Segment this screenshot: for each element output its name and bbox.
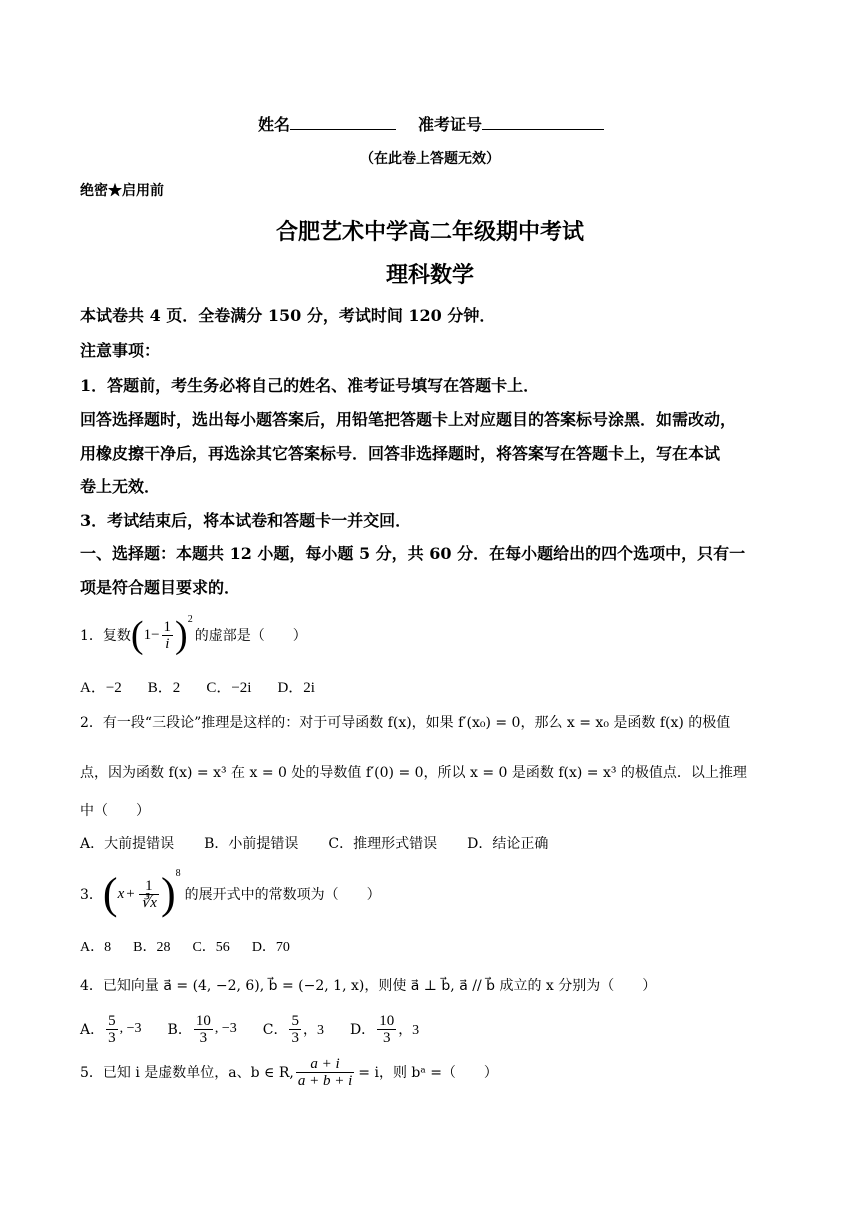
note-1: 1．答题前，考生务必将自己的姓名、准考证号填写在答题卡上． bbox=[80, 376, 540, 395]
q3-option-c: C．56 bbox=[192, 940, 230, 955]
q3-exponent: 8 bbox=[175, 868, 181, 879]
note-2-line-1: 回答选择题时，选出每小题答案后，用铅笔把答题卡上对应题目的答案标号涂黑．如需改动， bbox=[80, 410, 737, 429]
q2-option-b: B．小前提错误 bbox=[204, 836, 299, 852]
q4-option-d bbox=[350, 1013, 419, 1046]
q3-frac-den: ∛x bbox=[140, 894, 157, 911]
q4-option-a-den: 3 bbox=[108, 1029, 116, 1046]
q2-option-c: C．推理形式错误 bbox=[328, 836, 438, 852]
q3-open-paren: ( bbox=[102, 869, 118, 918]
q4-option-d-label: D． bbox=[349, 1022, 376, 1038]
candidate-info-line bbox=[258, 112, 604, 135]
q2-options bbox=[80, 833, 548, 853]
q1-fraction bbox=[162, 619, 174, 652]
q3-plus: + bbox=[126, 885, 135, 902]
q4-option-b bbox=[168, 1013, 237, 1046]
note-2-line-3: 卷上无效． bbox=[80, 477, 161, 496]
q4-option-a-num: 5 bbox=[108, 1012, 116, 1029]
q4-option-b-rest: , −3 bbox=[214, 1021, 237, 1036]
q1-option-a: A．−2 bbox=[80, 680, 122, 696]
question-1 bbox=[80, 612, 307, 658]
q4-option-c-fraction bbox=[289, 1013, 301, 1046]
q4-option-c-label: C． bbox=[262, 1022, 288, 1038]
q4-option-b-label: B． bbox=[167, 1022, 192, 1038]
q1-option-b: B．2 bbox=[147, 680, 181, 696]
exam-id-label: 准考证号 bbox=[418, 115, 483, 134]
q5-frac-num: a + i bbox=[296, 1056, 354, 1073]
section-heading-line-1: 一、选择题：本题共 12 小题，每小题 5 分，共 60 分．在每小题给出的四个选项中，只有一 bbox=[80, 544, 746, 563]
q1-exponent: 2 bbox=[187, 614, 193, 625]
q4-option-d-fraction bbox=[377, 1013, 396, 1046]
section-heading-line-2: 项是符合题目要求的． bbox=[80, 578, 241, 597]
q4-stem: 4．已知向量 a⃗ = (4, −2, 6), b⃗ = (−2, 1, x)，则使 a⃗ ⊥ b⃗, a⃗ // b⃗ 成立的 x 分别为（ ） bbox=[80, 978, 657, 994]
q4-option-c-num: 5 bbox=[291, 1012, 299, 1029]
q1-frac-num: 1 bbox=[163, 618, 172, 635]
exam-id-blank bbox=[482, 115, 604, 130]
q3-option-d: D．70 bbox=[251, 940, 290, 955]
q5-prefix: 5．已知 i 是虚数单位，a、b ∈ R, bbox=[80, 1065, 294, 1081]
invalid-note: （在此卷上答题无效） bbox=[360, 151, 500, 167]
question-3 bbox=[80, 868, 381, 920]
q4-option-a-rest: , −3 bbox=[119, 1021, 142, 1036]
question-5 bbox=[80, 1050, 498, 1094]
q4-option-b-den: 3 bbox=[199, 1029, 208, 1046]
q3-option-b: B．28 bbox=[133, 940, 171, 955]
q1-options bbox=[80, 676, 315, 697]
q3-prefix: 3． bbox=[80, 887, 103, 903]
q1-suffix: 的虚部是（ ） bbox=[194, 628, 307, 644]
q5-fraction bbox=[296, 1056, 354, 1089]
q1-close-paren: ) bbox=[175, 614, 188, 656]
q2-line-3: 中（ ） bbox=[80, 803, 150, 819]
exam-subject: 理科数学 bbox=[385, 262, 474, 288]
q4-option-c-den: 3 bbox=[291, 1029, 299, 1046]
q4-option-d-den: 3 bbox=[382, 1029, 391, 1046]
q1-open-paren: ( bbox=[130, 614, 144, 656]
q4-option-a bbox=[80, 1013, 142, 1046]
intro-line: 本试卷共 4 页．全卷满分 150 分，考试时间 120 分钟． bbox=[80, 306, 496, 325]
q3-suffix: 的展开式中的常数项为（ ） bbox=[184, 887, 381, 903]
q1-frac-den: i bbox=[165, 635, 170, 652]
exam-title: 合肥艺术中学高二年级期中考试 bbox=[275, 219, 584, 245]
q4-option-a-fraction bbox=[106, 1013, 118, 1046]
q3-options bbox=[80, 936, 290, 956]
q4-option-b-num: 10 bbox=[195, 1012, 211, 1029]
q4-options bbox=[80, 1008, 419, 1050]
q2-line-1: 2．有一段“三段论”推理是这样的：对于可导函数 f(x)，如果 f′(x₀) = 0，那么 x = x₀ 是函数 f(x) 的极值 bbox=[80, 715, 731, 731]
q4-option-d-rest: ，3 bbox=[398, 1023, 420, 1038]
q3-option-a: A．8 bbox=[80, 940, 112, 955]
q3-frac-num: 1 bbox=[139, 878, 159, 895]
q4-option-d-num: 10 bbox=[379, 1012, 395, 1029]
q4-option-b-fraction bbox=[194, 1013, 213, 1046]
q1-minus: − bbox=[151, 626, 160, 643]
q1-option-c: C．−2i bbox=[206, 680, 252, 696]
q3-fraction bbox=[139, 878, 159, 911]
q2-line-2: 点，因为函数 f(x) = x³ 在 x = 0 处的导数值 f′(0) = 0，所以 x = 0 是函数 f(x) = x³ 的极值点．以上推理 bbox=[80, 765, 747, 781]
secret-label: 绝密★启用前 bbox=[80, 183, 164, 199]
note-2-line-2: 用橡皮擦干净后，再选涂其它答案标号．回答非选择题时，将答案写在答题卡上，写在本试 bbox=[80, 444, 721, 463]
q4-option-a-label: A． bbox=[80, 1022, 105, 1038]
q3-close-paren: ) bbox=[160, 869, 176, 918]
q1-one: 1 bbox=[143, 626, 152, 643]
notes-heading: 注意事项： bbox=[80, 341, 161, 360]
q4-option-c bbox=[263, 1013, 324, 1046]
q5-suffix: = i，则 bᵃ =（ ） bbox=[358, 1065, 498, 1081]
q1-prefix: 1．复数 bbox=[80, 628, 131, 644]
name-label: 姓名 bbox=[258, 115, 291, 134]
q3-x: x bbox=[117, 885, 125, 902]
name-blank bbox=[290, 115, 396, 130]
q5-frac-den: a + b + i bbox=[297, 1072, 353, 1089]
q4-option-c-rest: ，3 bbox=[302, 1023, 324, 1038]
q2-option-d: D．结论正确 bbox=[467, 836, 549, 852]
q1-option-d: D．2i bbox=[277, 680, 315, 696]
note-3: 3．考试结束后，将本试卷和答题卡一并交回． bbox=[80, 511, 412, 530]
q2-option-a: A．大前提错误 bbox=[80, 836, 175, 852]
